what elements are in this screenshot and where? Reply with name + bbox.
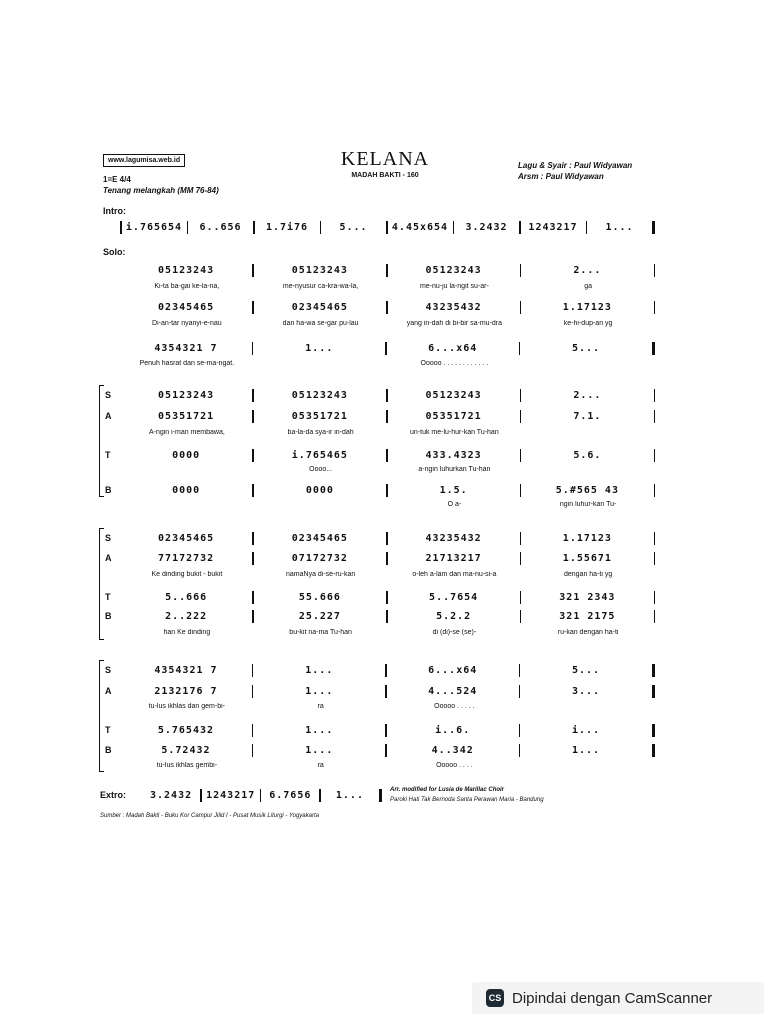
solo-measure: 05123243 [291,264,348,276]
lyric-text: Ke dinding bukit - bukit [151,571,223,578]
voice-label-tenor: T [105,725,111,735]
intro-measure: 4.45x654 [391,221,449,233]
voice-label-soprano: S [105,390,112,400]
lyric-text: Penuh hasrat dan se-ma-ngat. [139,360,235,367]
alto-measure: 7.1. [573,410,602,422]
lyric-text [120,501,254,508]
bass-measure: 4..342 [431,744,474,756]
lyric-text: ba-la-da sya-ir in-dah [287,429,354,436]
lyric-text [254,501,388,508]
system-brace [99,660,104,772]
lyric-text: tu-lus ikhlas dan gem-bi- [148,703,225,710]
sa-lyrics-1 [120,429,655,436]
soprano-measure: 43235432 [425,532,482,544]
song-title: KELANA [340,148,430,170]
intro-measure: 1.7i76 [265,221,309,233]
intro-measure: 3.2432 [465,221,508,233]
lyric-text: Ooooo . . . . . [434,703,475,710]
camscanner-badge [472,982,764,1014]
parish-note: Paroki Hati Tak Bernoda Santa Perawan Maria - Bandung [390,797,544,803]
lyric-text: ga [584,283,593,290]
tenor-staff [120,590,655,604]
alto-measure: 1.55671 [562,552,612,564]
alto-measure: 2132176 7 [154,685,218,697]
lyric-text: me-nu-ju la-ngit su-ar- [419,283,489,290]
tenor-measure: 1... [305,724,334,736]
bass-measure: 5.2.2 [436,610,472,622]
bass-staff [120,743,655,757]
camscanner-logo-icon: CS [486,989,504,1007]
extro-label: Extro: [100,790,127,800]
system-brace [99,528,104,640]
voice-label-alto: A [105,553,112,563]
soprano-staff [120,388,655,402]
lyric-text: ru-kan dengan ha-ti [557,629,619,636]
lyricist-credit: Lagu & Syair : Paul Widyawan [518,161,633,170]
lyric-text: Ki-ta ba-gai ke-la-na, [154,283,220,290]
alto-measure: 05351721 [425,410,482,422]
lyric-text: o-leh a-lam dan ma-nu-si-a [412,571,497,578]
lyric-text [521,466,655,473]
solo-measure: 5... [572,342,601,354]
extro-measure: 1243217 [206,789,256,801]
lyric-text: ke-hi-dup-an yg [563,320,613,327]
soprano-measure: 05123243 [158,389,215,401]
alto-measure: 77172732 [158,552,215,564]
lyric-text: tu-lus ikhlas gembi- [156,762,218,769]
soprano-measure: 2... [573,389,602,401]
solo-measure: 05123243 [158,264,215,276]
solo-lyrics-3 [120,360,655,367]
soprano-measure: 05123243 [291,389,348,401]
lyric-text [120,466,254,473]
lyric-text: Di-an-tar nyanyi-e-nau [152,320,222,327]
solo-measure: 1... [305,342,334,354]
tenor-measure: 5.765432 [157,724,215,736]
sa-lyrics-3 [120,703,655,710]
alto-staff [120,684,655,698]
soprano-measure: 6...x64 [428,664,478,676]
solo-lyrics-1 [120,283,655,290]
bass-measure: 2..222 [165,610,208,622]
voice-label-bass: B [105,745,112,755]
lyric-text: han Ke dinding [163,629,211,636]
bass-measure: 25.227 [298,610,341,622]
solo-measure: 02345465 [158,301,215,313]
soprano-staff [120,531,655,545]
tenor-measure: 0000 [172,449,201,461]
voice-label-bass: B [105,485,112,495]
system-brace [99,385,104,497]
lyric-text: O a- [447,501,462,508]
lyric-text: ra [317,703,324,710]
alto-measure: 05351721 [291,410,348,422]
tenor-staff [120,723,655,737]
bass-measure: 1... [572,744,601,756]
extro-measure: 6.7656 [269,789,312,801]
bass-measure: 321 2175 [559,610,616,622]
arrangement-note: Arr. modified for Lusia de Marillac Choir [390,787,505,793]
tenor-measure: 5..7654 [429,591,479,603]
voice-label-bass: B [105,611,112,621]
intro-measure: i.765654 [125,221,183,233]
soprano-measure: 1.17123 [562,532,612,544]
soprano-measure: 02345465 [158,532,215,544]
tenor-measure: i.765465 [291,449,348,461]
sa-lyrics-2 [120,571,655,578]
extro-measure: 3.2432 [150,789,193,801]
lyric-text: Oooo... [309,466,333,473]
alto-measure: 05351721 [158,410,215,422]
source-note: Sumber : Madah Bakti - Buku Kor Campur Jilid I - Pusat Musik Liturgi - Yogyakarta [100,813,319,819]
lyric-text: dengan ha-ti yg [563,571,613,578]
lyric-text: ra [317,762,324,769]
tempo-marking: Tenang melangkah (MM 76-84) [103,186,219,195]
soprano-measure: 1... [305,664,334,676]
lyric-text: bu-kit na-ma Tu-han [289,629,352,636]
lyric-text: a-ngin luhurkan Tu-han [418,466,491,473]
tenor-measure: 321 2343 [559,591,616,603]
lyric-text: un-tuk me-lu-hur-kan Tu-han [410,429,499,436]
solo-line-2 [120,300,655,314]
song-subtitle: MADAH BAKTI - 160 [351,172,419,179]
bass-measure: 1... [305,744,334,756]
bass-staff [120,609,655,623]
solo-measure: 2... [573,264,602,276]
alto-measure: 07172732 [291,552,348,564]
voice-label-tenor: T [105,450,111,460]
solo-measure: 1.17123 [562,301,612,313]
bass-measure: 0000 [305,484,334,496]
solo-line-3 [120,341,655,355]
lyric-text: A-ngin i-man membawa, [148,429,225,436]
lyric-text [521,703,655,710]
bass-measure: 1.5. [439,484,468,496]
intro-measure: 6..656 [199,221,242,233]
alto-staff [120,551,655,565]
alto-measure: 3... [572,685,601,697]
lyric-text: me-nyusur ca-kra-wa-la, [282,283,359,290]
bass-measure: 5.#565 43 [555,484,619,496]
intro-measure: 1... [605,221,634,233]
voice-label-soprano: S [105,665,112,675]
solo-line-1 [120,263,655,277]
intro-staff [120,220,655,234]
intro-label: Intro: [103,206,126,216]
soprano-measure: 4354321 7 [154,664,218,676]
tb-lyrics-3 [120,762,655,769]
camscanner-text: Dipindai dengan CamScanner [512,989,713,1007]
arranger-credit: Arsm : Paul Widyawan [518,172,604,181]
extro-measure: 1... [335,789,364,801]
tenor-measure: i..6. [435,724,471,736]
solo-measure: 6...x64 [428,342,478,354]
solo-measure: 4354321 7 [154,342,218,354]
bass-lyrics-1 [120,501,655,508]
tenor-measure: 55.666 [298,591,341,603]
soprano-staff [120,663,655,677]
voice-label-alto: A [105,686,112,696]
solo-measure: 43235432 [425,301,482,313]
voice-label-tenor: T [105,592,111,602]
lyric-text: ngin luhur-kan Tu- [559,501,617,508]
lyric-text: yang in-dah di bi-bir sa-mu-dra [406,320,503,327]
solo-label: Solo: [103,247,126,257]
lyric-text: dan ha-wa se-gar pu-lau [282,320,359,327]
tenor-measure: 5..666 [165,591,208,603]
key-signature: 1=E 4/4 [103,175,131,184]
bass-measure: 0000 [172,484,201,496]
website-label: www.lagumisa.web.id [103,154,185,167]
lyric-text: Ooooo . . . . [436,762,473,769]
lyric-text [521,429,655,436]
tenor-measure: i... [572,724,601,736]
bass-staff [120,483,655,497]
bass-measure: 5.72432 [161,744,211,756]
lyric-text [521,360,655,367]
lyric-text: namaNya di-se-ru-kan [286,571,356,578]
soprano-measure: 5... [572,664,601,676]
tenor-measure: 5.6. [573,449,602,461]
voice-label-alto: A [105,411,112,421]
alto-measure: 4...524 [428,685,478,697]
lyric-text [254,360,388,367]
solo-lyrics-2 [120,320,655,327]
lyric-text: di (di)-se (se)- [432,629,477,636]
tenor-measure: 433.4323 [425,449,482,461]
alto-measure: 21713217 [425,552,482,564]
lyric-text [521,762,655,769]
tenor-lyrics-1 [120,466,655,473]
solo-measure: 05123243 [425,264,482,276]
alto-staff [120,409,655,423]
alto-measure: 1... [305,685,334,697]
lyric-text: Ooooo . . . . . . . . . . . . [420,360,489,367]
voice-label-soprano: S [105,533,112,543]
tb-lyrics-2 [120,629,655,636]
soprano-measure: 02345465 [291,532,348,544]
extro-staff [142,788,382,802]
intro-measure: 5... [339,221,368,233]
intro-measure: 1243217 [528,221,578,233]
tenor-staff [120,448,655,462]
soprano-measure: 05123243 [425,389,482,401]
solo-measure: 02345465 [291,301,348,313]
